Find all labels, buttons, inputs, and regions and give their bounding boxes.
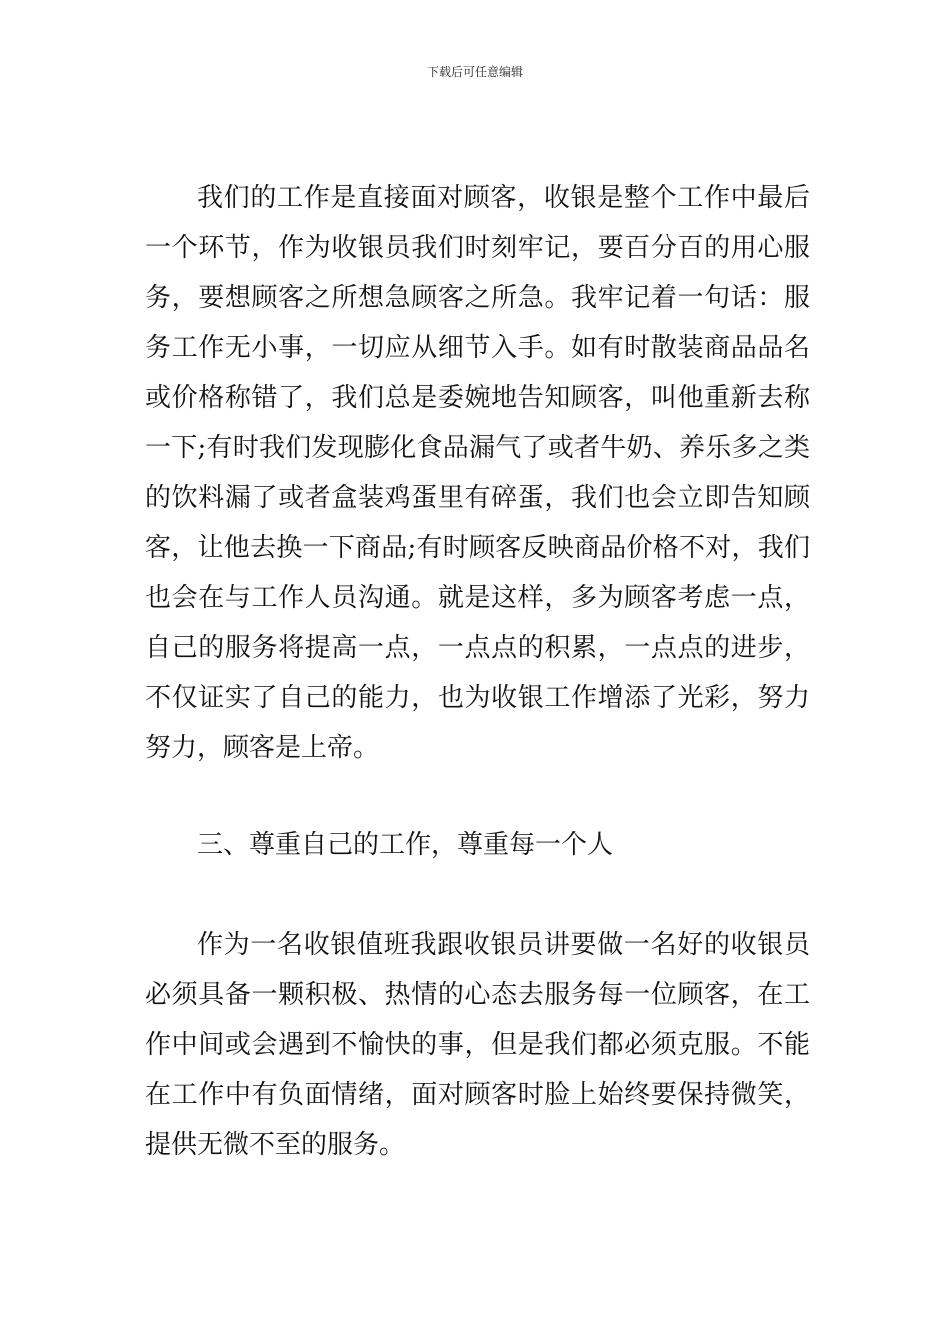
paragraph-line: 作中间或会遇到不愉快的事，但是我们都必须克服。不能 (145, 1030, 810, 1060)
paragraph-2 (145, 920, 810, 1170)
paragraph-line: 务，要想顾客之所想急顾客之所急。我牢记着一句话：服 (145, 283, 810, 313)
paragraph-line: 我们的工作是直接面对顾客，收银是整个工作中最后 (197, 183, 810, 213)
page-header: 下载后可任意编辑 (426, 65, 523, 79)
section-heading: 三、尊重自己的工作，尊重每一个人 (197, 830, 614, 860)
paragraph-line: 自己的服务将提高一点，一点点的积累，一点点的进步， (145, 633, 810, 663)
paragraph-line: 一下;有时我们发现膨化食品漏气了或者牛奶、养乐多之类 (145, 433, 810, 463)
paragraph-line: 也会在与工作人员沟通。就是这样，多为顾客考虑一点， (145, 583, 810, 613)
paragraph-1 (145, 173, 810, 773)
paragraph-line: 在工作中有负面情绪，面对顾客时脸上始终要保持微笑， (145, 1080, 810, 1110)
paragraph-line: 的饮料漏了或者盒装鸡蛋里有碎蛋，我们也会立即告知顾 (145, 483, 810, 513)
paragraph-line: 务工作无小事，一切应从细节入手。如有时散装商品品名 (145, 333, 810, 363)
paragraph-line: 努力，顾客是上帝。 (145, 733, 380, 763)
paragraph-line: 客，让他去换一下商品;有时顾客反映商品价格不对，我们 (145, 533, 810, 563)
paragraph-line: 作为一名收银值班我跟收银员讲要做一名好的收银员 (197, 930, 810, 960)
paragraph-line: 或价格称错了，我们总是委婉地告知顾客，叫他重新去称 (145, 383, 810, 413)
paragraph-line: 一个环节，作为收银员我们时刻牢记，要百分百的用心服 (145, 233, 810, 263)
paragraph-line: 不仅证实了自己的能力，也为收银工作增添了光彩，努力 (145, 683, 810, 713)
paragraph-line: 必须具备一颗积极、热情的心态去服务每一位顾客，在工 (145, 980, 810, 1010)
paragraph-line: 提供无微不至的服务。 (145, 1130, 406, 1160)
